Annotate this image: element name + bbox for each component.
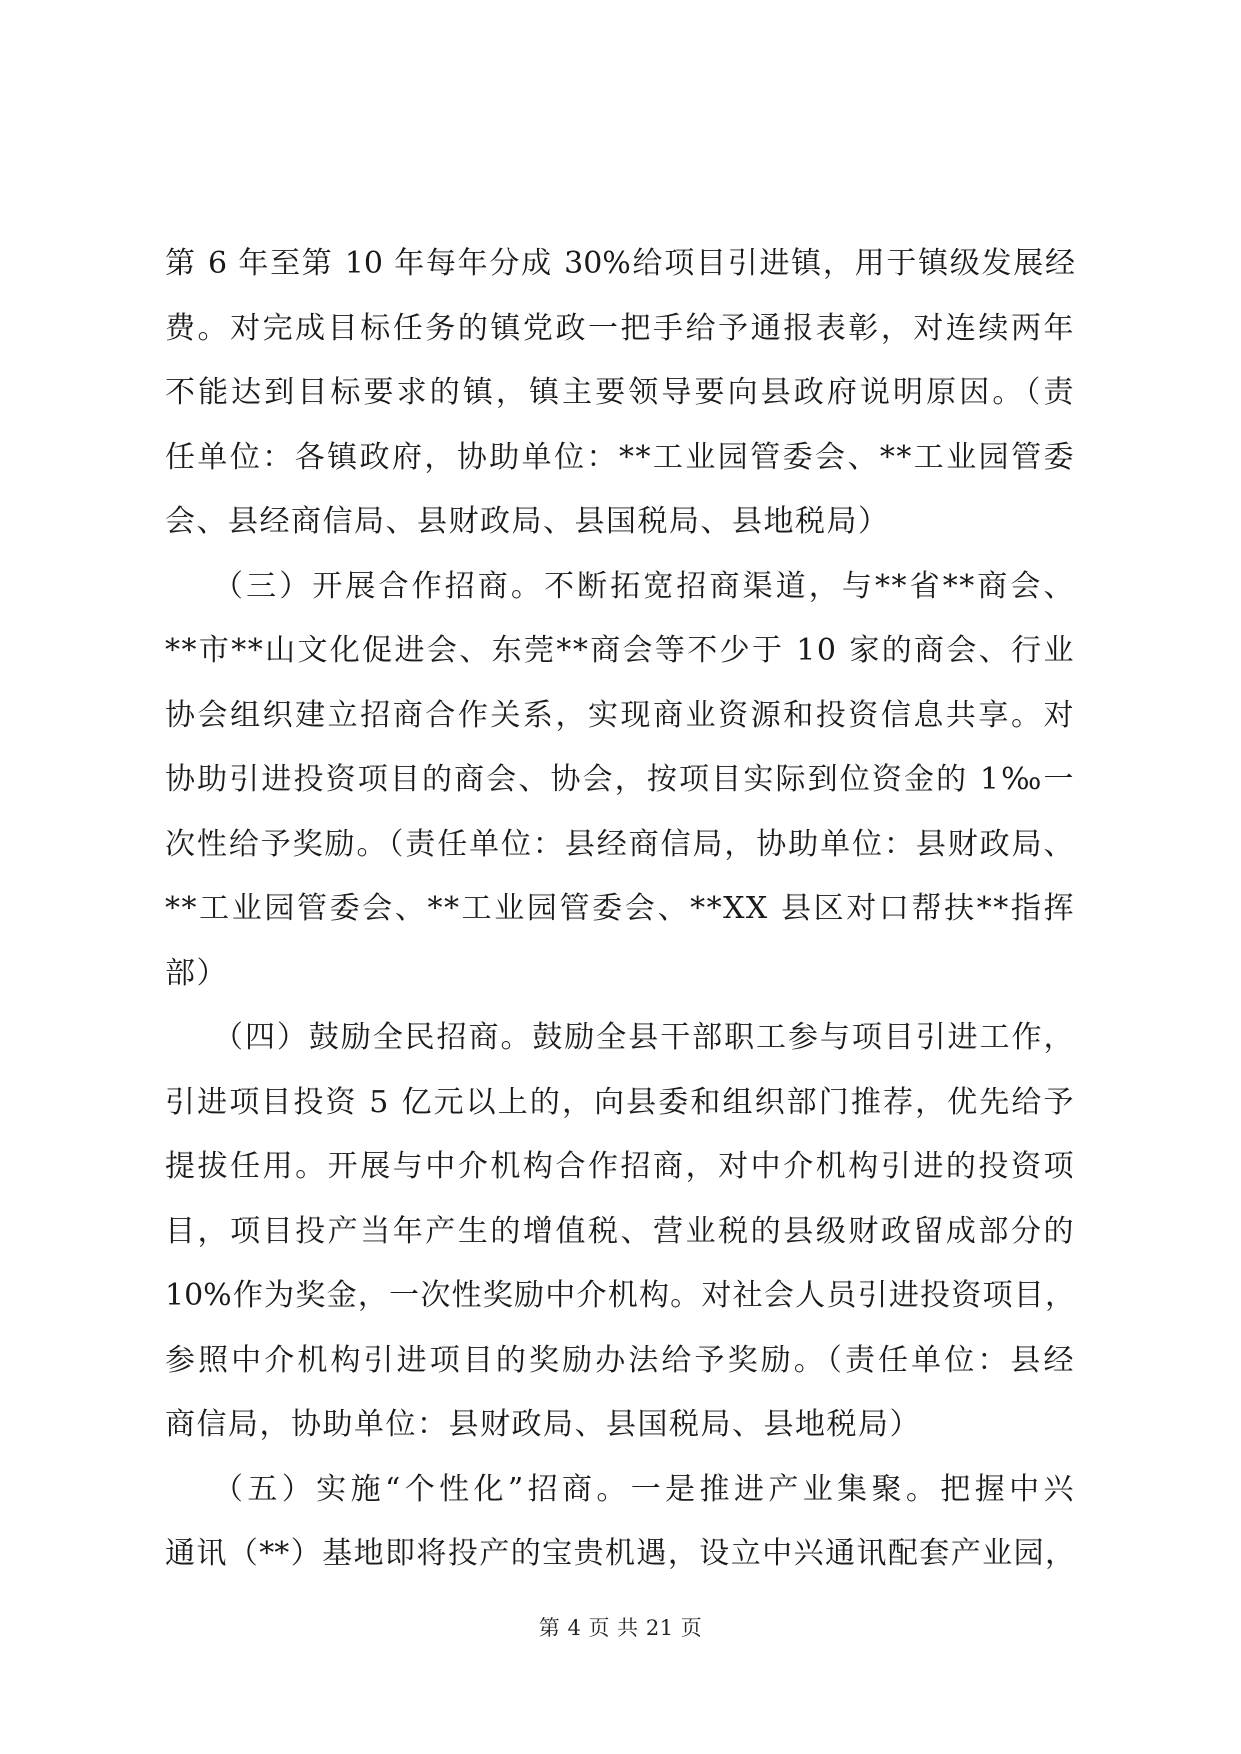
text-line: 商信局，协助单位：县财政局、县国税局、县地税局） — [165, 1407, 921, 1442]
text-line: 会、县经商信局、县财政局、县国税局、县地税局） — [165, 504, 890, 539]
document-body — [165, 232, 1075, 1587]
text-line: 任单位：各镇政府，协助单位：**工业园管委会、**工业园管委 — [165, 439, 1075, 475]
text-line: 协助引进投资项目的商会、协会，按项目实际到位资金的 1‰一 — [165, 762, 1075, 797]
text-line: 参照中介机构引进项目的奖励办法给予奖励。（责任单位：县经 — [165, 1342, 1075, 1378]
text-line: 次性给予奖励。（责任单位：县经商信局，协助单位：县财政局、 — [165, 826, 1075, 862]
text-line: 10%作为奖金，一次性奖励中介机构。对社会人员引进投资项目， — [165, 1278, 1075, 1313]
paragraph-start-line: （五）实施“个性化”招商。一是推进产业集聚。把握中兴 — [213, 1471, 1075, 1507]
paragraph-start-line: （四）鼓励全民招商。鼓励全县干部职工参与项目引进工作， — [213, 1020, 1075, 1055]
page-number-footer: 第 4 页 共 21 页 — [538, 1616, 703, 1640]
text-line: 通讯（**）基地即将投产的宝贵机遇，设立中兴通讯配套产业园， — [165, 1536, 1075, 1571]
text-line: **工业园管委会、**工业园管委会、**XX 县区对口帮扶**指挥 — [165, 891, 1075, 926]
text-line: **市**山文化促进会、东莞**商会等不少于 10 家的商会、行业 — [165, 633, 1075, 668]
text-line: 不能达到目标要求的镇，镇主要领导要向县政府说明原因。（责 — [165, 375, 1075, 410]
text-line: 部） — [165, 955, 228, 991]
text-line: 协会组织建立招商合作关系，实现商业资源和投资信息共享。对 — [165, 697, 1075, 733]
text-line: 提拔任用。开展与中介机构合作招商，对中介机构引进的投资项 — [165, 1149, 1075, 1184]
text-line: 引进项目投资 5 亿元以上的，向县委和组织部门推荐，优先给予 — [165, 1084, 1075, 1120]
paragraph-start-line: （三）开展合作招商。不断拓宽招商渠道，与**省**商会、 — [213, 568, 1075, 604]
text-line: 第 6 年至第 10 年每年分成 30%给项目引进镇，用于镇级发展经 — [165, 246, 1075, 281]
text-line: 目，项目投产当年产生的增值税、营业税的县级财政留成部分的 — [165, 1213, 1075, 1249]
text-line: 费。对完成目标任务的镇党政一把手给予通报表彰，对连续两年 — [165, 310, 1075, 346]
